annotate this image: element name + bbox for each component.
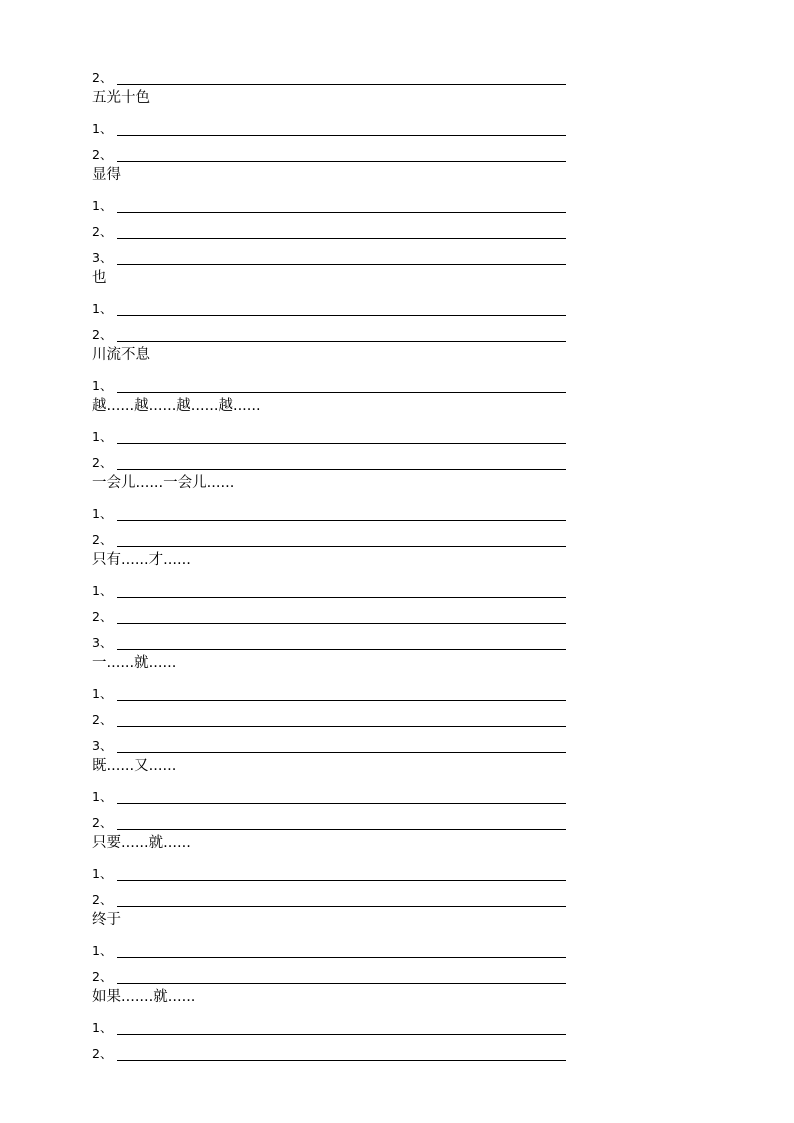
line-number: 1、	[92, 300, 113, 316]
answer-line[interactable]	[92, 188, 566, 214]
line-number: 2、	[92, 1045, 113, 1061]
answer-line[interactable]	[92, 959, 566, 985]
line-number: 2、	[92, 455, 113, 470]
answer-line[interactable]	[92, 933, 566, 959]
line-number: 1、	[92, 429, 113, 445]
answer-line[interactable]	[92, 497, 566, 523]
answer-line[interactable]	[92, 805, 566, 831]
blank-underline[interactable]	[117, 892, 566, 907]
blank-underline[interactable]	[117, 943, 566, 958]
line-number: 2、	[92, 69, 113, 85]
blank-underline[interactable]	[117, 121, 566, 136]
blank-underline[interactable]	[117, 609, 566, 624]
phrase-heading: 越......越......越......越......	[92, 397, 261, 414]
phrase-heading: 也	[92, 269, 107, 286]
blank-underline[interactable]	[117, 583, 566, 598]
line-number: 2、	[92, 532, 113, 548]
blank-underline[interactable]	[117, 815, 566, 830]
answer-line[interactable]	[92, 368, 566, 394]
answer-line[interactable]	[92, 137, 566, 163]
answer-line[interactable]	[92, 702, 566, 728]
answer-line[interactable]	[92, 728, 566, 754]
line-number: 2、	[92, 968, 113, 984]
worksheet	[92, 60, 566, 1062]
answer-line[interactable]	[92, 111, 566, 137]
phrase-heading: 一会儿......一会儿......	[92, 475, 235, 491]
answer-line[interactable]	[92, 856, 566, 882]
phrase-heading: 既......又......	[92, 757, 177, 774]
line-number: 2、	[92, 609, 113, 625]
blank-underline[interactable]	[117, 635, 566, 650]
blank-underline[interactable]	[117, 969, 566, 984]
blank-underline[interactable]	[117, 250, 566, 265]
blank-underline[interactable]	[117, 147, 566, 162]
blank-underline[interactable]	[117, 327, 566, 342]
answer-line[interactable]	[92, 1010, 566, 1036]
line-number: 1、	[92, 198, 113, 214]
phrase-heading: 一......就......	[92, 654, 177, 671]
answer-line[interactable]	[92, 420, 566, 446]
blank-underline[interactable]	[117, 506, 566, 521]
blank-underline[interactable]	[117, 532, 566, 547]
answer-line[interactable]	[92, 291, 566, 317]
line-number: 2、	[92, 223, 113, 239]
answer-line[interactable]	[92, 317, 566, 343]
line-number: 3、	[92, 634, 113, 650]
line-number: 1、	[92, 583, 113, 599]
answer-line[interactable]	[92, 445, 566, 471]
blank-underline[interactable]	[117, 789, 566, 804]
line-number: 1、	[92, 686, 113, 702]
blank-underline[interactable]	[117, 1046, 566, 1061]
blank-underline[interactable]	[117, 1020, 566, 1035]
blank-underline[interactable]	[117, 686, 566, 701]
blank-underline[interactable]	[117, 198, 566, 213]
answer-line[interactable]	[92, 625, 566, 651]
phrase-heading: 终于	[92, 911, 121, 928]
answer-line[interactable]	[92, 60, 566, 86]
line-number: 1、	[92, 506, 113, 522]
answer-line[interactable]	[92, 574, 566, 600]
blank-underline[interactable]	[117, 455, 566, 470]
line-number: 1、	[92, 121, 113, 137]
answer-line[interactable]	[92, 599, 566, 625]
line-number: 2、	[92, 891, 113, 907]
line-number: 2、	[92, 326, 113, 342]
blank-underline[interactable]	[117, 712, 566, 727]
blank-underline[interactable]	[117, 738, 566, 753]
answer-line[interactable]	[92, 522, 566, 548]
line-number: 2、	[92, 146, 113, 162]
line-number: 1、	[92, 943, 113, 959]
line-number: 1、	[92, 1020, 113, 1036]
blank-underline[interactable]	[117, 70, 566, 85]
phrase-heading: 川流不息	[92, 346, 150, 363]
blank-underline[interactable]	[117, 866, 566, 881]
phrase-heading: 如果.......就......	[92, 988, 196, 1005]
answer-line[interactable]	[92, 779, 566, 805]
line-number: 2、	[92, 814, 113, 830]
answer-line[interactable]	[92, 214, 566, 240]
blank-underline[interactable]	[117, 224, 566, 239]
phrase-heading: 显得	[92, 166, 121, 183]
answer-line[interactable]	[92, 1036, 566, 1062]
blank-underline[interactable]	[117, 429, 566, 444]
blank-underline[interactable]	[117, 378, 566, 393]
phrase-heading: 五光十色	[92, 89, 150, 106]
line-number: 2、	[92, 711, 113, 727]
line-number: 1、	[92, 377, 113, 393]
answer-line[interactable]	[92, 677, 566, 703]
phrase-heading: 只要......就......	[92, 834, 191, 851]
blank-underline[interactable]	[117, 301, 566, 316]
phrase-heading: 只有......才......	[92, 552, 191, 569]
line-number: 1、	[92, 788, 113, 804]
answer-line[interactable]	[92, 882, 566, 908]
answer-line[interactable]	[92, 240, 566, 266]
line-number: 3、	[92, 249, 113, 265]
line-number: 3、	[92, 737, 113, 753]
line-number: 1、	[92, 866, 113, 881]
